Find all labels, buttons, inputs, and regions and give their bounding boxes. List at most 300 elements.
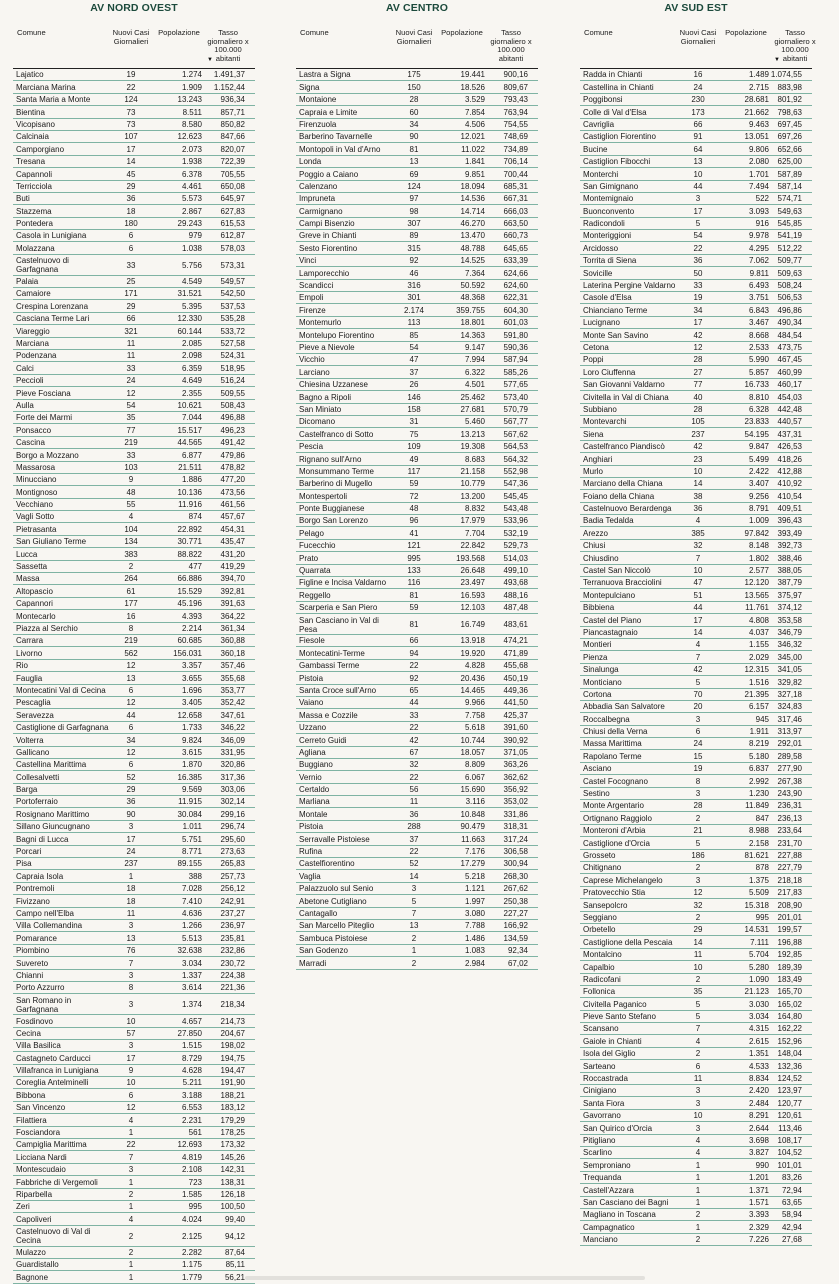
column-header-popolazione[interactable]: Popolazione — [725, 28, 767, 37]
cell-tasso: 362,62 — [503, 772, 528, 782]
cell-comune: Santa Fiora — [583, 1098, 625, 1108]
cell-nuovi-casi: 90 — [409, 132, 419, 142]
panel-av-centro — [296, 0, 538, 970]
cell-nuovi-casi: 67 — [409, 747, 419, 757]
table-row — [296, 647, 538, 659]
table-row — [13, 1114, 255, 1126]
table-row — [580, 1221, 812, 1233]
cell-comune: Gavorrano — [583, 1111, 621, 1121]
cell-comune: Londa — [299, 157, 322, 167]
cell-popolazione: 27.681 — [460, 404, 485, 414]
cell-popolazione: 9.569 — [181, 785, 202, 795]
cell-tasso: 353,77 — [220, 685, 245, 695]
cell-comune: Castelfranco Piandiscò — [583, 442, 665, 452]
cell-comune: Capraia Isola — [16, 871, 64, 881]
cell-tasso: 217,83 — [777, 888, 802, 898]
cell-tasso: 900,16 — [503, 70, 528, 80]
table-row — [13, 511, 255, 523]
cell-popolazione: 13.200 — [460, 491, 485, 501]
cell-nuovi-casi: 1 — [695, 1160, 701, 1170]
cell-tasso: 233,64 — [777, 826, 802, 836]
cell-nuovi-casi: 230 — [691, 95, 705, 105]
cell-nuovi-casi: 11 — [693, 1074, 703, 1084]
table-row — [580, 552, 812, 564]
cell-comune: Fabbriche di Vergemoli — [16, 1177, 98, 1187]
cell-nuovi-casi: 1 — [128, 1260, 134, 1270]
cell-popolazione: 17.279 — [460, 859, 485, 869]
cell-nuovi-casi: 75 — [409, 429, 419, 439]
cell-comune: Civitella in Val di Chiana — [583, 392, 669, 402]
cell-popolazione: 1.266 — [181, 921, 202, 931]
cell-tasso: 549,63 — [777, 206, 802, 216]
cell-tasso: 113,46 — [778, 1123, 802, 1133]
cell-comune: San Giuliano Terme — [16, 537, 87, 547]
cell-comune: Bibbona — [16, 1090, 46, 1100]
cell-nuovi-casi: 19 — [693, 293, 703, 303]
cell-tasso: 467,45 — [777, 355, 802, 365]
cell-tasso: 685,31 — [503, 181, 528, 191]
cell-nuovi-casi: 13 — [409, 921, 419, 931]
cell-tasso: 353,02 — [503, 797, 528, 807]
cell-tasso: 391,60 — [503, 723, 528, 733]
cell-nuovi-casi: 10 — [693, 962, 703, 972]
column-header-nuovi-casi[interactable]: Nuovi Casi Giornalieri — [112, 28, 150, 46]
cell-nuovi-casi: 48 — [126, 487, 136, 497]
cell-tasso: 391,63 — [220, 599, 245, 609]
cell-tasso: 573,40 — [503, 392, 528, 402]
cell-comune: Cetona — [583, 342, 609, 352]
cell-comune: Collesalvetti — [16, 772, 60, 782]
column-header-tasso[interactable]: Tasso giornaliero x 100.000 abitanti — [207, 28, 249, 63]
cell-popolazione: 3.614 — [181, 983, 202, 993]
cell-tasso: 165,70 — [777, 987, 802, 997]
cell-comune: Pontremoli — [16, 884, 55, 894]
table-row — [13, 400, 255, 412]
table-row — [580, 540, 812, 552]
table-row — [580, 998, 812, 1010]
cell-popolazione: 4.628 — [181, 1066, 202, 1076]
cell-comune: Crespina Lorenzana — [16, 301, 89, 311]
cell-tasso: 318,31 — [503, 822, 528, 832]
cell-popolazione: 4.501 — [464, 380, 485, 390]
table-row — [13, 672, 255, 684]
table-row — [13, 747, 255, 759]
cell-comune: San Gimignano — [583, 181, 639, 191]
cell-comune: Montecatini Val di Cecina — [16, 685, 106, 695]
cell-nuovi-casi: 33 — [126, 363, 136, 373]
table-row — [13, 821, 255, 833]
cell-popolazione: 1.337 — [181, 970, 202, 980]
cell-comune: Castellina Marittima — [16, 760, 87, 770]
cell-tasso: 183,49 — [777, 974, 802, 984]
table-row — [580, 453, 812, 465]
cell-comune: Larciano — [299, 367, 330, 377]
cell-comune: Chiusdino — [583, 553, 619, 563]
cell-comune: Lucignano — [583, 318, 620, 328]
cell-tasso: 532,19 — [503, 528, 528, 538]
cell-popolazione: 14.531 — [744, 925, 769, 935]
table-row — [13, 1089, 255, 1101]
table-row — [580, 304, 812, 316]
cell-tasso: 394,70 — [220, 574, 245, 584]
cell-nuovi-casi: 33 — [693, 281, 703, 291]
cell-nuovi-casi: 995 — [407, 553, 421, 563]
cell-tasso: 798,63 — [777, 107, 802, 117]
cell-nuovi-casi: 92 — [409, 256, 419, 266]
table-row — [296, 552, 538, 564]
column-header-nuovi-casi[interactable]: Nuovi Casi Giornalieri — [679, 28, 717, 46]
cell-popolazione: 12.693 — [177, 1140, 202, 1150]
cell-comune: Castell'Azzara — [583, 1185, 634, 1195]
cell-popolazione: 5.573 — [181, 194, 202, 204]
cell-comune: Pitigliano — [583, 1135, 616, 1145]
cell-popolazione: 18.057 — [460, 747, 485, 757]
table-row — [580, 69, 812, 81]
cell-tasso: 224,38 — [220, 970, 245, 980]
cell-tasso: 295,60 — [220, 834, 245, 844]
cell-popolazione: 2.029 — [748, 652, 769, 662]
cell-popolazione: 11.761 — [745, 603, 769, 613]
table-row — [13, 585, 255, 597]
cell-tasso: 793,43 — [503, 95, 528, 105]
table-row — [13, 722, 255, 734]
cell-nuovi-casi: 1 — [128, 1272, 134, 1282]
cell-comune: Terricciola — [16, 181, 53, 191]
cell-comune: Riparbella — [16, 1189, 53, 1199]
cell-tasso: 578,03 — [220, 243, 245, 253]
cell-comune: Capalbio — [583, 962, 615, 972]
cell-tasso: 317,46 — [777, 714, 802, 724]
cell-nuovi-casi: 2 — [128, 1189, 134, 1199]
cell-comune: Pescia — [299, 442, 324, 452]
cell-comune: Dicomano — [299, 417, 336, 427]
cell-comune: Cecina — [16, 1028, 41, 1038]
cell-popolazione: 11.849 — [745, 801, 769, 811]
cell-nuovi-casi: 3 — [695, 1086, 701, 1096]
cell-nuovi-casi: 2 — [695, 1049, 701, 1059]
cell-popolazione: 9.966 — [464, 698, 485, 708]
cell-popolazione: 8.219 — [748, 739, 769, 749]
cell-tasso: 622,31 — [503, 293, 528, 303]
cell-comune: Pietrasanta — [16, 524, 57, 534]
cell-comune: Aulla — [16, 400, 34, 410]
cell-tasso: 410,54 — [777, 491, 802, 501]
cell-tasso: 363,26 — [503, 760, 528, 770]
cell-popolazione: 14.714 — [460, 206, 485, 216]
cell-tasso: 192,85 — [777, 950, 802, 960]
table-body — [580, 69, 812, 1246]
table-row — [580, 974, 812, 986]
cell-comune: Pomarance — [16, 933, 57, 943]
cell-comune: Casole d'Elsa — [583, 293, 632, 303]
column-header-tasso[interactable]: Tasso giornaliero x 100.000 abitanti — [774, 28, 816, 63]
table-row — [580, 986, 812, 998]
cell-tasso: 390,92 — [503, 735, 528, 745]
cell-comune: Sassetta — [16, 562, 48, 572]
cell-comune: Massarosa — [16, 462, 56, 472]
cell-popolazione: 22.892 — [177, 524, 202, 534]
cell-comune: Gaiole in Chianti — [583, 1036, 642, 1046]
table-row — [13, 548, 255, 560]
cell-comune: Campo nell'Elba — [16, 908, 75, 918]
cell-popolazione: 90.479 — [460, 822, 485, 832]
cell-nuovi-casi: 16 — [693, 70, 703, 80]
table-row — [13, 982, 255, 994]
cell-popolazione: 9.978 — [748, 231, 769, 241]
cell-tasso: 63,65 — [781, 1197, 802, 1207]
cell-nuovi-casi: 383 — [124, 549, 138, 559]
cell-nuovi-casi: 4 — [695, 516, 701, 526]
cell-comune: Campagnatico — [583, 1222, 635, 1232]
cell-comune: Vicopisano — [16, 119, 55, 129]
cell-popolazione: 1.886 — [181, 475, 202, 485]
cell-popolazione: 12.658 — [177, 710, 202, 720]
cell-nuovi-casi: 7 — [695, 652, 701, 662]
cell-popolazione: 88.822 — [177, 549, 202, 559]
cell-nuovi-casi: 11 — [409, 797, 419, 807]
cell-tasso: 317,36 — [220, 772, 245, 782]
cell-tasso: 265,83 — [220, 859, 245, 869]
cell-popolazione: 8.668 — [748, 330, 769, 340]
cell-tasso: 204,67 — [220, 1028, 245, 1038]
cell-tasso: 27,68 — [781, 1235, 802, 1245]
cell-nuovi-casi: 29 — [126, 181, 136, 191]
table-header — [580, 24, 816, 69]
cell-popolazione: 8.683 — [464, 454, 485, 464]
cell-comune: Minucciano — [16, 475, 57, 485]
cell-popolazione: 3.407 — [748, 479, 769, 489]
cell-tasso: 573,31 — [220, 260, 245, 270]
cell-nuovi-casi: 3 — [128, 1041, 134, 1051]
cell-tasso: 87,64 — [224, 1247, 245, 1257]
cell-tasso: 242,91 — [220, 896, 245, 906]
cell-comune: Capoliveri — [16, 1214, 52, 1224]
cell-comune: Abbadia San Salvatore — [583, 702, 665, 712]
cell-tasso: 371,05 — [503, 747, 528, 757]
column-header-comune[interactable]: Comune — [300, 28, 329, 37]
table-row — [296, 957, 538, 969]
cell-nuovi-casi: 28 — [693, 355, 703, 365]
cell-tasso: 1.074,55 — [770, 70, 802, 80]
cell-tasso: 936,34 — [220, 95, 245, 105]
table-row — [13, 1213, 255, 1225]
table-row — [13, 350, 255, 362]
cell-nuovi-casi: 34 — [409, 119, 419, 129]
table-row — [296, 747, 538, 759]
table-row — [13, 908, 255, 920]
cell-nuovi-casi: 81 — [409, 144, 419, 154]
cell-tasso: 601,03 — [503, 318, 528, 328]
cell-nuovi-casi: 18 — [126, 884, 136, 894]
cell-nuovi-casi: 17 — [693, 615, 703, 625]
cell-comune: San Romano in Garfagnana — [16, 995, 72, 1014]
cell-nuovi-casi: 36 — [693, 256, 703, 266]
cell-nuovi-casi: 22 — [693, 243, 703, 253]
cell-popolazione: 11.916 — [178, 500, 202, 510]
cell-comune: Castel San Niccolò — [583, 566, 651, 576]
cell-comune: Follonica — [583, 987, 616, 997]
cell-tasso: 317,24 — [503, 834, 528, 844]
cell-nuovi-casi: 73 — [126, 107, 136, 117]
cell-tasso: 512,22 — [777, 243, 802, 253]
column-header-popolazione[interactable]: Popolazione — [441, 28, 483, 37]
cell-comune: Scandicci — [299, 281, 334, 291]
cell-tasso: 499,10 — [503, 566, 528, 576]
cell-popolazione: 1.175 — [181, 1260, 202, 1270]
cell-popolazione: 60.144 — [177, 326, 202, 336]
cell-tasso: 352,42 — [220, 698, 245, 708]
table-row — [296, 490, 538, 502]
cell-comune: Chianciano Terme — [583, 305, 648, 315]
column-header-tasso[interactable]: Tasso giornaliero x 100.000 abitanti — [490, 28, 532, 63]
cell-popolazione: 5.751 — [181, 834, 202, 844]
table-row — [296, 734, 538, 746]
cell-popolazione: 4.024 — [181, 1214, 202, 1224]
cell-tasso: 549,57 — [220, 277, 245, 287]
cell-popolazione: 14.525 — [460, 256, 485, 266]
cell-comune: Vernio — [299, 772, 322, 782]
cell-comune: Molazzana — [16, 243, 55, 253]
panel-title: AV SUD EST — [664, 2, 728, 14]
cell-nuovi-casi: 10 — [693, 466, 703, 476]
cell-nuovi-casi: 17 — [126, 1053, 136, 1063]
cell-nuovi-casi: 49 — [409, 454, 419, 464]
cell-popolazione: 13.243 — [177, 95, 202, 105]
cell-tasso: 101,01 — [777, 1160, 802, 1170]
column-header-comune[interactable]: Comune — [584, 28, 613, 37]
cell-nuovi-casi: 16 — [126, 611, 136, 621]
cell-nuovi-casi: 36 — [126, 194, 136, 204]
cell-comune: Montignoso — [16, 487, 58, 497]
cell-popolazione: 4.819 — [181, 1152, 202, 1162]
table-row — [580, 242, 812, 254]
cell-comune: Bucine — [583, 144, 608, 154]
sort-descending-icon[interactable]: ▼ — [207, 57, 213, 64]
cell-nuovi-casi: 55 — [126, 500, 136, 510]
table-row — [296, 932, 538, 944]
cell-nuovi-casi: 1 — [128, 871, 134, 881]
cell-popolazione: 20.436 — [460, 673, 485, 683]
table-row — [580, 1060, 812, 1072]
cell-popolazione: 6.843 — [748, 305, 769, 315]
cell-tasso: 189,39 — [777, 962, 802, 972]
table-row — [580, 1147, 812, 1159]
cell-nuovi-casi: 61 — [126, 586, 136, 596]
table-row — [296, 267, 538, 279]
cell-popolazione: 3.615 — [181, 747, 202, 757]
cell-comune: Poppi — [583, 355, 604, 365]
table-row — [580, 1234, 812, 1246]
cell-tasso: 218,18 — [777, 875, 802, 885]
cell-comune: Loro Ciuffenna — [583, 367, 636, 377]
table-row — [13, 119, 255, 131]
cell-nuovi-casi: 11 — [693, 950, 703, 960]
cell-nuovi-casi: 24 — [126, 376, 136, 386]
cell-popolazione: 5.704 — [748, 950, 769, 960]
cell-tasso: 667,31 — [503, 194, 528, 204]
cell-nuovi-casi: 42 — [693, 665, 703, 675]
cell-nuovi-casi: 34 — [693, 305, 703, 315]
cell-tasso: 514,03 — [503, 553, 528, 563]
cell-popolazione: 13.470 — [460, 231, 485, 241]
cell-comune: Monte San Savino — [583, 330, 649, 340]
cell-comune: Roccastrada — [583, 1074, 628, 1084]
table-row — [580, 441, 812, 453]
cell-comune: Marciano della Chiana — [583, 479, 663, 489]
cell-tasso: 273,63 — [220, 847, 245, 857]
table-row — [580, 750, 812, 762]
cell-popolazione: 48.368 — [460, 293, 485, 303]
table-row — [580, 713, 812, 725]
table-row — [13, 255, 255, 276]
cell-popolazione: 1.011 — [182, 822, 202, 832]
cell-comune: Rio — [16, 661, 29, 671]
cell-nuovi-casi: 264 — [124, 574, 138, 584]
cell-popolazione: 9.147 — [464, 342, 485, 352]
cell-comune: Castel del Piano — [583, 615, 642, 625]
table-row — [580, 1110, 812, 1122]
cell-popolazione: 17.979 — [460, 516, 485, 526]
table-row — [580, 131, 812, 143]
cell-popolazione: 18.801 — [460, 318, 485, 328]
cell-nuovi-casi: 7 — [411, 908, 417, 918]
table-row — [13, 920, 255, 932]
cell-comune: Campi Bisenzio — [299, 219, 355, 229]
cell-tasso: 165,02 — [777, 999, 802, 1009]
cell-comune: Castiglione d'Orcia — [583, 838, 650, 848]
table-row — [13, 647, 255, 659]
cell-nuovi-casi: 22 — [409, 661, 419, 671]
cell-comune: Palaia — [16, 277, 39, 287]
cell-tasso: 236,31 — [777, 801, 802, 811]
cell-tasso: 331,86 — [503, 809, 528, 819]
cell-nuovi-casi: 14 — [409, 871, 419, 881]
cell-comune: Capraia e Limite — [299, 107, 358, 117]
table-row — [296, 466, 538, 478]
cell-comune: Castelnuovo di Val di Cecina — [16, 1227, 91, 1246]
cell-nuovi-casi: 77 — [693, 380, 703, 390]
cell-comune: Firenzuola — [299, 119, 337, 129]
cell-comune: Barberino di Mugello — [299, 479, 373, 489]
cell-nuovi-casi: 6 — [128, 760, 134, 770]
table-row — [13, 598, 255, 610]
table-row — [580, 614, 812, 626]
column-header-comune[interactable]: Comune — [17, 28, 46, 37]
column-header-nuovi-casi[interactable]: Nuovi Casi Giornalieri — [395, 28, 433, 46]
cell-nuovi-casi: 307 — [407, 219, 421, 229]
cell-tasso: 483,61 — [503, 620, 528, 630]
cell-tasso: 545,45 — [503, 491, 528, 501]
cell-comune: Siena — [583, 429, 604, 439]
column-header-popolazione[interactable]: Popolazione — [158, 28, 200, 37]
cell-nuovi-casi: 32 — [693, 541, 703, 551]
cell-popolazione: 1.201 — [748, 1173, 769, 1183]
cell-tasso: 734,89 — [503, 144, 528, 154]
horizontal-scrollbar[interactable] — [245, 1276, 645, 1280]
table-row — [296, 342, 538, 354]
cell-tasso: 201,01 — [777, 912, 802, 922]
table-row — [13, 833, 255, 845]
table-row — [296, 565, 538, 577]
cell-nuovi-casi: 14 — [693, 627, 703, 637]
cell-popolazione: 16.733 — [744, 380, 769, 390]
sort-descending-icon[interactable]: ▼ — [774, 57, 780, 64]
cell-popolazione: 1.779 — [181, 1272, 202, 1282]
table-row — [13, 499, 255, 511]
cell-tasso: 471,89 — [503, 648, 528, 658]
cell-nuovi-casi: 11 — [126, 339, 136, 348]
table-row — [13, 69, 255, 81]
